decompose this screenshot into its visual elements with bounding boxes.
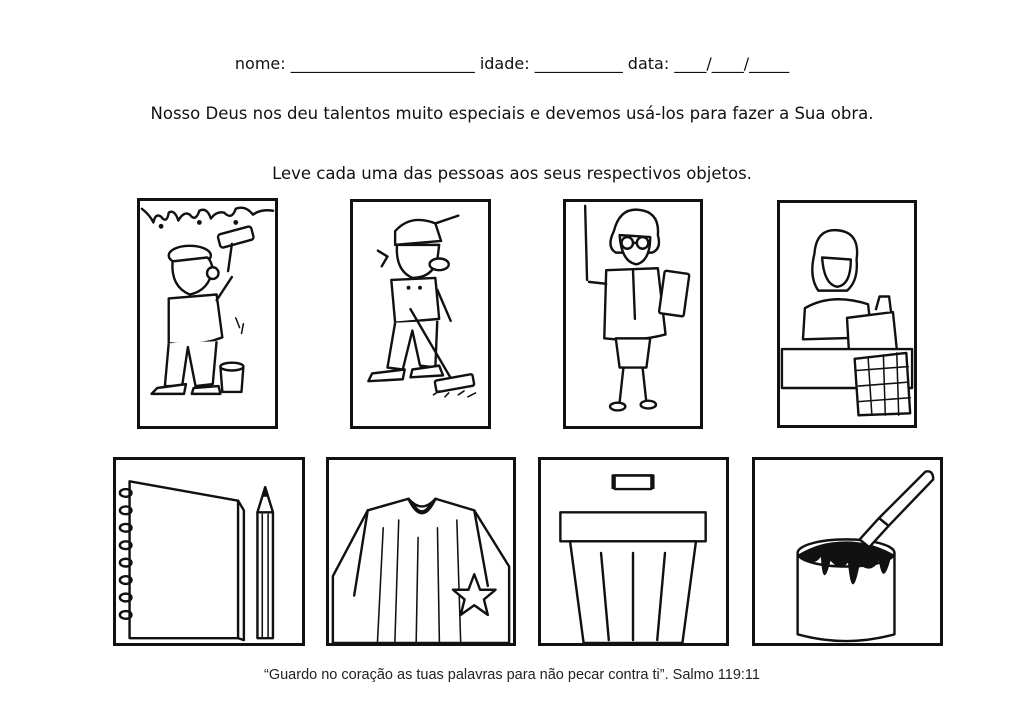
instruction-text: Leve cada uma das pessoas aos seus respectivos objetos. — [272, 164, 752, 183]
card-shirt[interactable] — [326, 457, 516, 646]
sweeper-icon — [353, 202, 488, 426]
card-trash[interactable] — [538, 457, 729, 646]
card-notebook[interactable] — [113, 457, 305, 646]
intro-text: Nosso Deus nos deu talentos muito especiais e devemos usá-los para fazer a Sua obra. — [150, 104, 874, 123]
notebook-pencil-icon — [116, 460, 302, 643]
painter-icon — [140, 201, 275, 426]
footer-verse: “Guardo no coração as tuas palavras para não pecar contra ti”. Salmo 119:11 — [264, 667, 760, 683]
shirt-icon — [329, 460, 513, 643]
fields-line: nome: _______________________ idade: ___________ data: ____/____/_____ — [234, 54, 790, 73]
card-sweeper[interactable] — [350, 199, 491, 429]
teacher-icon — [566, 202, 700, 426]
trash-can-icon — [541, 460, 726, 643]
seamstress-icon — [780, 203, 914, 425]
card-paint[interactable] — [752, 457, 943, 646]
card-teacher[interactable] — [563, 199, 703, 429]
card-painter[interactable] — [137, 198, 278, 429]
paint-bucket-icon — [755, 460, 940, 643]
card-seamstress[interactable] — [777, 200, 917, 428]
